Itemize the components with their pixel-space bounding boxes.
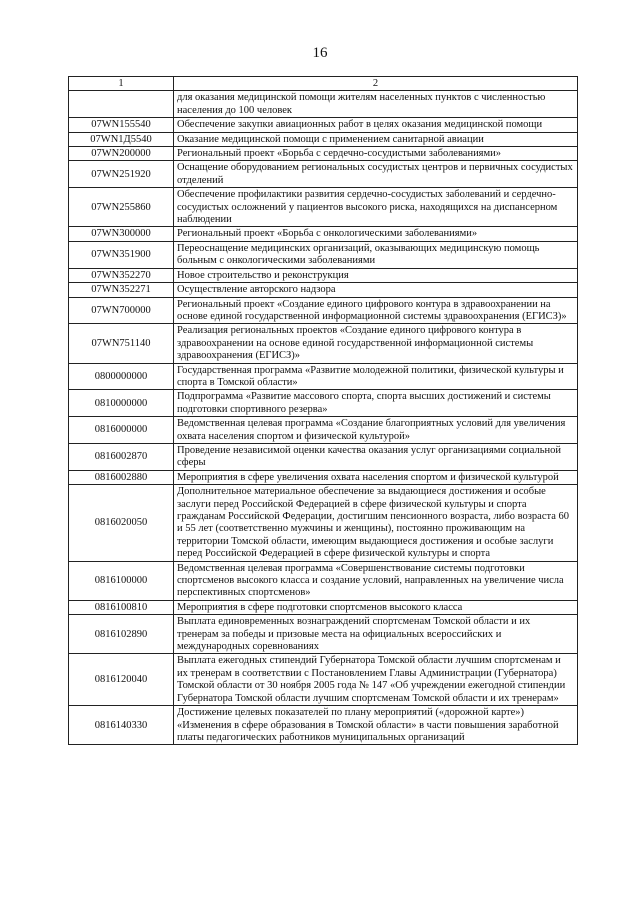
row-description: Государственная программа «Развитие молодежной политики, физической культуры и спорта в Томской области»	[174, 363, 578, 390]
row-code: 07WN751140	[69, 324, 174, 363]
row-code: 07WN352270	[69, 268, 174, 282]
row-code: 0816120040	[69, 654, 174, 706]
table-row	[69, 132, 578, 146]
row-description: Выплата ежегодных стипендий Губернатора Томской области лучшим спортсменам и их тренерам в соответствии с Постановлением Главы Администрации (Губернатора) Томской области от 30 ноября 2005 года № 147 «Об учреждении ежегодной стипендии Губернатора Томской области лучшим спортсменам Томской области и их тренерам»	[174, 654, 578, 706]
column-header-code: 1	[69, 77, 174, 91]
row-code: 07WN155540	[69, 118, 174, 132]
row-code	[69, 91, 174, 118]
table-row	[69, 241, 578, 268]
table-row	[69, 324, 578, 363]
row-description: Новое строительство и реконструкция	[174, 268, 578, 282]
row-description: для оказания медицинской помощи жителям населенных пунктов с численностью населения до 100 человек	[174, 91, 578, 118]
table-row	[69, 297, 578, 324]
table-row	[69, 363, 578, 390]
row-code: 07WN255860	[69, 188, 174, 227]
row-code: 07WN351900	[69, 241, 174, 268]
row-description: Оснащение оборудованием региональных сосудистых центров и первичных сосудистых отделений	[174, 161, 578, 188]
row-code: 07WN300000	[69, 227, 174, 241]
table-row	[69, 615, 578, 654]
row-code: 0816000000	[69, 417, 174, 444]
row-code: 0800000000	[69, 363, 174, 390]
row-code: 0816020050	[69, 485, 174, 561]
row-description: Проведение независимой оценки качества оказания услуг организациями социальной сферы	[174, 443, 578, 470]
row-code: 07WN251920	[69, 161, 174, 188]
table-row	[69, 390, 578, 417]
table-row	[69, 485, 578, 561]
row-description: Ведомственная целевая программа «Совершенствование системы подготовки спортсменов высокого класса и создание условий, направленных на увеличение числа перспективных спортсменов»	[174, 561, 578, 600]
table-row	[69, 470, 578, 484]
budget-classification-table	[68, 76, 578, 745]
row-code: 0810000000	[69, 390, 174, 417]
row-description: Выплата единовременных вознаграждений спортсменам Томской области и их тренерам за победы и призовые места на официальных всероссийских и международных соревнованиях	[174, 615, 578, 654]
table-row	[69, 161, 578, 188]
row-code: 0816140330	[69, 706, 174, 745]
table-row	[69, 188, 578, 227]
row-description: Обеспечение закупки авиационных работ в целях оказания медицинской помощи	[174, 118, 578, 132]
row-description: Мероприятия в сфере увеличения охвата населения спортом и физической культурой	[174, 470, 578, 484]
table-row	[69, 654, 578, 706]
row-description: Переоснащение медицинских организаций, оказывающих медицинскую помощь больным с онкологическими заболеваниями	[174, 241, 578, 268]
row-description: Региональный проект «Создание единого цифрового контура в здравоохранении на основе единой государственной информационной системы здравоохранения (ЕГИСЗ)»	[174, 297, 578, 324]
row-description: Обеспечение профилактики развития сердечно-сосудистых заболеваний и сердечно-сосудистых осложнений у пациентов высокого риска, находящихся на диспансерном наблюдении	[174, 188, 578, 227]
row-description: Оказание медицинской помощи с применением санитарной авиации	[174, 132, 578, 146]
row-description: Мероприятия в сфере подготовки спортсменов высокого класса	[174, 600, 578, 614]
row-code: 07WN700000	[69, 297, 174, 324]
table-row	[69, 417, 578, 444]
row-code: 07WN200000	[69, 147, 174, 161]
table-row	[69, 600, 578, 614]
row-description: Достижение целевых показателей по плану мероприятий («дорожной карте») «Изменения в сфере образования в Томской области» в части повышения заработной платы педагогических работников муниципальных организаций	[174, 706, 578, 745]
page-number: 16	[312, 45, 328, 61]
table-row	[69, 118, 578, 132]
row-code: 0816100000	[69, 561, 174, 600]
row-code: 0816100810	[69, 600, 174, 614]
row-description: Ведомственная целевая программа «Создание благоприятных условий для увеличения охвата населения спортом и физической культурой»	[174, 417, 578, 444]
row-code: 07WN1Д5540	[69, 132, 174, 146]
table-row	[69, 561, 578, 600]
table-header-row	[69, 77, 578, 91]
row-code: 0816002880	[69, 470, 174, 484]
row-description: Дополнительное материальное обеспечение за выдающиеся достижения и особые заслуги перед Российской Федерацией в сфере физической культуры и спорта гражданам Российской Федерации, достигшим пенсионного возраста, либо возраста 60 и 55 лет (соответственно мужчины и женщины), постоянно проживающим на территории Томской области, имеющим выдающиеся достижения и особые заслуги перед Российской Федерацией в сфере физической культуры и спорта	[174, 485, 578, 561]
table-row	[69, 227, 578, 241]
row-description: Подпрограмма «Развитие массового спорта, спорта высших достижений и системы подготовки спортивного резерва»	[174, 390, 578, 417]
row-description: Региональный проект «Борьба с онкологическими заболеваниями»	[174, 227, 578, 241]
row-code: 0816002870	[69, 443, 174, 470]
row-description: Осуществление авторского надзора	[174, 283, 578, 297]
row-code: 07WN352271	[69, 283, 174, 297]
table-row	[69, 706, 578, 745]
row-description: Реализация региональных проектов «Создание единого цифрового контура в здравоохранении на основе единой государственной информационной системы здравоохранения (ЕГИСЗ)»	[174, 324, 578, 363]
table-row	[69, 91, 578, 118]
row-description: Региональный проект «Борьба с сердечно-сосудистыми заболеваниями»	[174, 147, 578, 161]
table-row	[69, 443, 578, 470]
column-header-description: 2	[174, 77, 578, 91]
row-code: 0816102890	[69, 615, 174, 654]
table-row	[69, 283, 578, 297]
table-row	[69, 268, 578, 282]
table-row	[69, 147, 578, 161]
